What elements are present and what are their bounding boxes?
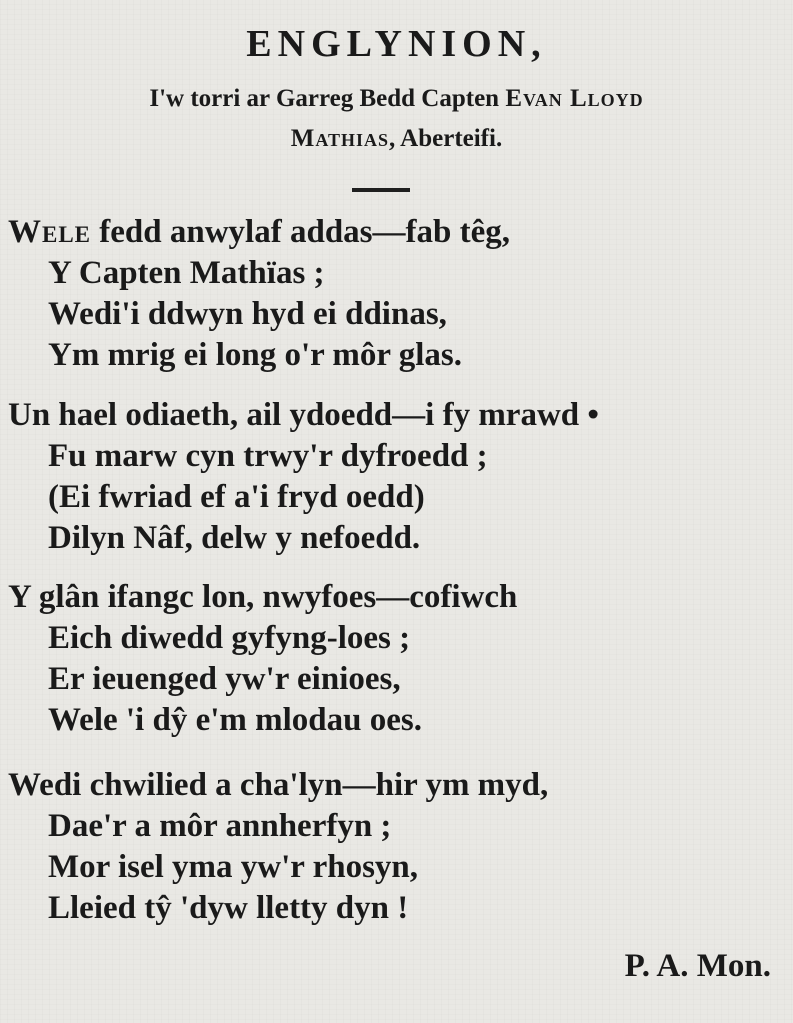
stanza-1-line-3: Wedi'i ddwyn hyd ei ddinas, — [48, 296, 447, 332]
subtitle-suffix: , Aberteifi. — [389, 125, 503, 152]
subtitle-line-1 — [0, 84, 793, 114]
stanza-1-line-2: Y Capten Mathïas ; — [48, 255, 325, 291]
subtitle-line-2 — [0, 124, 793, 154]
stanza-3-line-4: Wele 'i dŷ e'm mlodau oes. — [48, 702, 422, 738]
stanza-2-line-2: Fu marw cyn trwy'r dyfroedd ; — [48, 438, 488, 474]
stanza-1-line-1 — [0, 212, 793, 253]
stanza-2 — [0, 395, 793, 559]
stanza-3 — [0, 577, 793, 741]
poem-title: ENGLYNION, — [246, 23, 547, 65]
stanza-4-line-2: Dae'r a môr annherfyn ; — [48, 808, 392, 844]
subtitle-prefix: I'w torri ar Garreg Bedd Capten — [149, 85, 500, 112]
stanza-4 — [0, 765, 793, 929]
stanza-3-line-1: Y glân ifangc lon, nwyfoes—cofiwch — [8, 579, 518, 615]
stanza-1 — [0, 212, 793, 376]
author-signature: P. A. Mon. — [624, 948, 771, 984]
stanza-1-line-1-text: fedd anwylaf addas—fab têg, — [91, 214, 510, 250]
stanza-4-line-1: Wedi chwilied a cha'lyn—hir ym myd, — [8, 767, 549, 803]
stanza-3-line-3: Er ieuenged yw'r einioes, — [48, 661, 401, 697]
stanza-2-line-4: Dilyn Nâf, delw y nefoedd. — [48, 520, 421, 556]
stanza-1-first-word: Wele — [8, 214, 92, 250]
stanza-2-line-3: (Ei fwriad ef a'i fryd oedd) — [48, 479, 425, 515]
stanza-3-line-2: Eich diwedd gyfyng-loes ; — [48, 620, 411, 656]
stanza-4-line-3: Mor isel yma yw'r rhosyn, — [48, 849, 419, 885]
divider-rule — [352, 188, 410, 192]
subtitle-name-first: Evan Lloyd — [505, 85, 644, 112]
stanza-4-line-4: Lleied tŷ 'dyw lletty dyn ! — [48, 890, 409, 926]
stanza-1-line-4: Ym mrig ei long o'r môr glas. — [48, 337, 462, 373]
stanza-2-line-1: Un hael odiaeth, ail ydoedd—i fy mrawd • — [8, 397, 599, 433]
subtitle-name-last: Mathias — [290, 125, 390, 152]
